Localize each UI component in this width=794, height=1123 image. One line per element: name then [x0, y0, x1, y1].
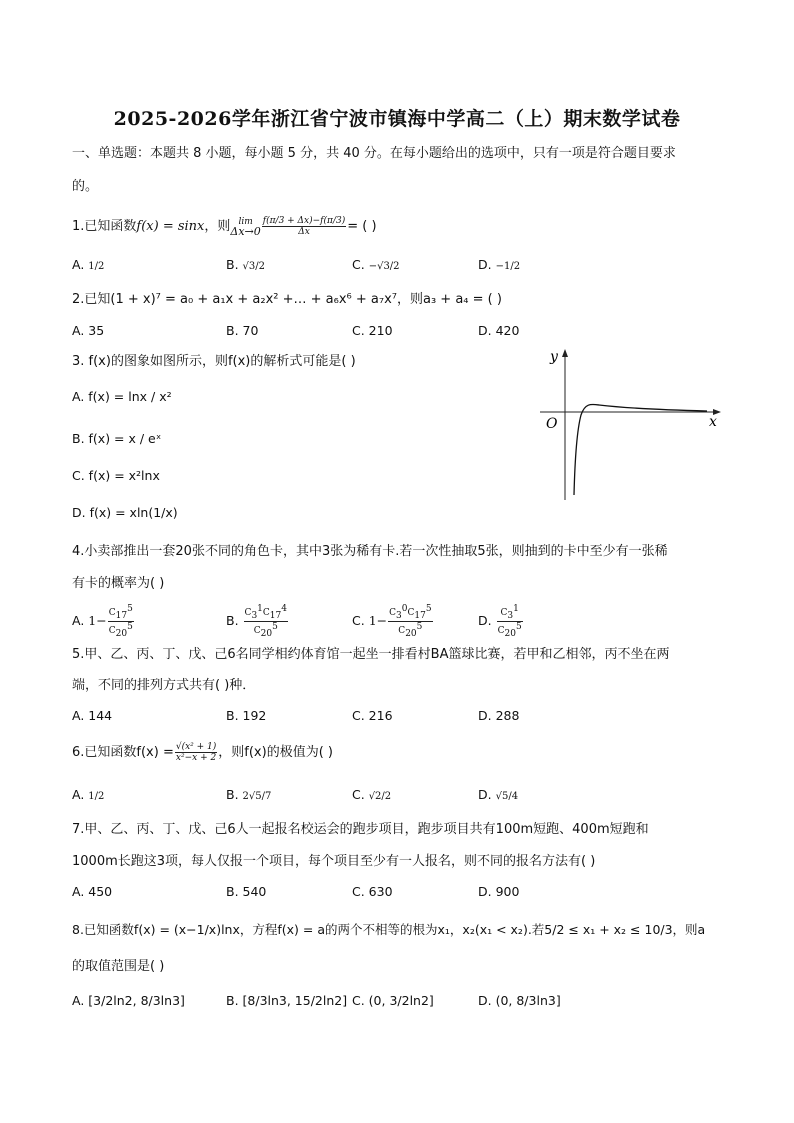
q3-option-b: B. f(x) = x / eˣ	[72, 431, 162, 446]
q5-option-a: A. 144	[72, 708, 113, 723]
q1-option-b-value: √3/2	[242, 261, 266, 272]
q7-option-b: B. 540	[226, 884, 267, 899]
q8-option-d: D. (0, 8/3ln3]	[478, 993, 561, 1008]
q6-option-a-value: 1/2	[88, 791, 105, 802]
q1-fraction	[262, 216, 346, 237]
question-2: 2.已知(1 + x)⁷ = a₀ + a₁x + a₂x² +… + a₆x⁶ + a₇x⁷，则a₃ + a₄ = ( )	[72, 292, 502, 307]
q1-prefix: 1.已知函数	[72, 219, 137, 234]
q1-numerator: f(π/3 + Δx)−f(π/3)	[262, 216, 346, 226]
question-8-line1: 8.已知函数f(x) = (x−1/x)lnx，方程f(x) = a的两个不相等的根为x₁，x₂(x₁ < x₂).若5/2 ≤ x₁ + x₂ ≤ 10/3，则a	[72, 922, 706, 937]
q6-option-c	[352, 786, 391, 806]
q1-func: f(x) = sinx	[136, 219, 205, 234]
q4-option-d-label: D.	[478, 612, 492, 628]
q6-numerator: √(x² + 1)	[175, 742, 217, 752]
q1-lim-word: lim	[238, 216, 253, 227]
q1-option-c-value: −√3/2	[368, 261, 400, 272]
y-axis-label: y	[550, 349, 558, 365]
q4-option-c: C. 1− $\frac{C_3^0C_{17}^5}{C_{20}^5}$	[352, 604, 432, 639]
q1-mid: ，则	[204, 219, 231, 234]
function-curve	[574, 404, 707, 495]
q1-denominator: Δx	[298, 227, 310, 237]
q4-option-b: B. $\frac{C_3^1C_{17}^4}{C_{20}^5}$	[226, 604, 287, 639]
q4-option-a: A. 1− $\frac{C_{17}^5}{C_{20}^5}$	[72, 604, 133, 639]
q7-option-a: A. 450	[72, 884, 113, 899]
q2-option-b: B. 70	[226, 323, 259, 338]
q6-option-a	[72, 786, 104, 806]
q1-tail: = ( )	[347, 219, 377, 234]
section-heading-line1: 一、单选题：本题共 8 小题，每小题 5 分，共 40 分。在每小题给出的选项中，只有一项是符合题目要求	[72, 146, 676, 161]
q6-option-d	[478, 786, 518, 806]
y-axis-arrow	[562, 349, 568, 357]
q6-tail: ，则f(x)的极值为( )	[218, 745, 333, 760]
q3-function-graph	[535, 345, 725, 505]
q2-option-a: A. 35	[72, 323, 105, 338]
x-axis-label: x	[709, 414, 717, 430]
question-4-line2: 有卡的概率为( )	[72, 576, 165, 591]
q3-option-a: A. f(x) = lnx / x²	[72, 389, 172, 404]
q6-denominator: x²−x + 2	[175, 753, 217, 763]
question-4-line1: 4.小卖部推出一套20张不同的角色卡，其中3张为稀有卡.若一次性抽取5张，则抽到的卡中至少有一张稀	[72, 544, 668, 559]
question-5-line1: 5.甲、乙、丙、丁、戊、己6名同学相约体育馆一起坐一排看村BA篮球比赛，若甲和乙相邻，丙不坐在两	[72, 647, 670, 662]
q6-option-c-label: C.	[352, 787, 365, 802]
q1-option-a-value: 1/2	[88, 261, 105, 272]
q4-option-c-label: C.	[352, 612, 365, 628]
q1-option-d-value: −1/2	[495, 261, 521, 272]
q6-fraction	[175, 742, 217, 763]
q4-option-a-label: A.	[72, 612, 85, 628]
q6-option-b	[226, 786, 271, 806]
q1-option-c	[352, 256, 400, 276]
page-title: 2025-2026学年浙江省宁波市镇海中学高二（上）期末数学试卷	[113, 108, 681, 130]
q6-option-a-label: A.	[72, 787, 85, 802]
q1-limit	[230, 218, 260, 236]
q1-option-d-label: D.	[478, 257, 492, 272]
question-1	[72, 216, 722, 237]
q1-lim-sub: Δx→0	[230, 224, 261, 238]
q4-option-b-label: B.	[226, 612, 239, 628]
q1-option-c-label: C.	[352, 257, 365, 272]
question-8-line2: 的取值范围是( )	[72, 959, 165, 974]
question-5-line2: 端，不同的排列方式共有( )种．	[72, 678, 256, 693]
origin-label: O	[546, 416, 558, 432]
q6-option-c-value: √2/2	[368, 791, 392, 802]
q8-option-c: C. (0, 3/2ln2]	[352, 993, 434, 1008]
q2-option-c: C. 210	[352, 323, 393, 338]
q1-option-b	[226, 256, 265, 276]
q3-option-d: D. f(x) = xln(1/x)	[72, 505, 178, 520]
q7-option-d: D. 900	[478, 884, 520, 899]
q1-option-a-label: A.	[72, 257, 85, 272]
q4-option-d: D. $\frac{C_3^1}{C_{20}^5}$	[478, 604, 522, 639]
q1-option-b-label: B.	[226, 257, 239, 272]
q8-option-a: A. [3/2ln2, 8/3ln3]	[72, 993, 185, 1008]
question-3: 3. f(x)的图象如图所示，则f(x)的解析式可能是( )	[72, 354, 356, 369]
q6-option-d-value: √5/4	[495, 791, 519, 802]
q5-option-b: B. 192	[226, 708, 267, 723]
question-7-line1: 7.甲、乙、丙、丁、戊、己6人一起报名校运会的跑步项目，跑步项目共有100m短跑、400m短跑和	[72, 822, 649, 837]
q2-option-d: D. 420	[478, 323, 520, 338]
q5-option-d: D. 288	[478, 708, 520, 723]
q1-option-d	[478, 256, 520, 276]
question-6	[72, 742, 722, 763]
section-heading-line2: 的。	[72, 179, 99, 194]
q6-option-d-label: D.	[478, 787, 492, 802]
question-7-line2: 1000m长跑这3项，每人仅报一个项目，每个项目至少有一人报名，则不同的报名方法有( )	[72, 854, 596, 869]
q6-prefix: 6.已知函数f(x) =	[72, 745, 174, 760]
q6-option-b-value: 2√5/7	[242, 791, 272, 802]
q5-option-c: C. 216	[352, 708, 393, 723]
q6-option-b-label: B.	[226, 787, 239, 802]
q8-option-b: B. [8/3ln3, 15/2ln2]	[226, 993, 348, 1008]
q7-option-c: C. 630	[352, 884, 393, 899]
q3-option-c: C. f(x) = x²lnx	[72, 468, 160, 483]
q1-option-a	[72, 256, 104, 276]
